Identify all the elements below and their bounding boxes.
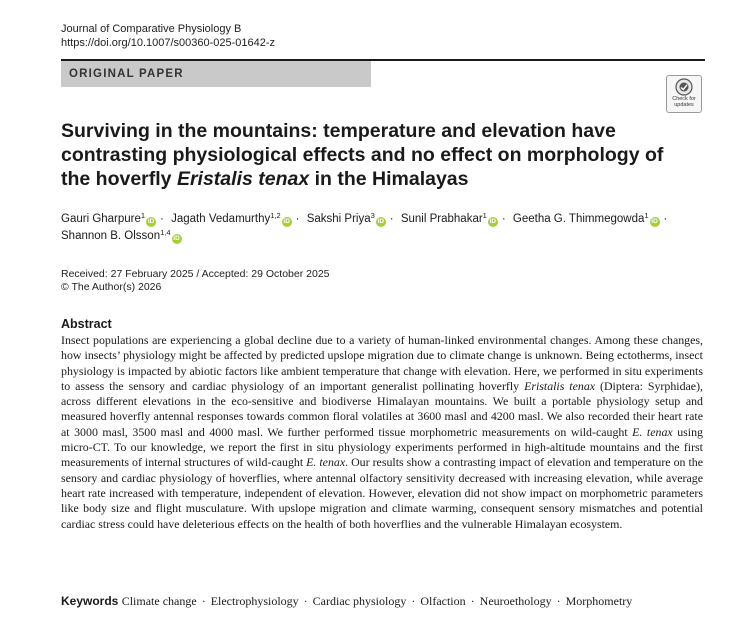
abstract-species-1: Eristalis tenax [524,378,596,393]
author-separator: · [389,213,394,225]
author [513,213,660,225]
author-affiliation: 1 [482,211,487,220]
abstract-text [61,333,703,532]
article-type-banner: ORIGINAL PAPER [61,61,371,87]
orcid-icon[interactable]: iD [489,218,497,225]
keyword-separator: · [303,594,308,608]
orcid-icon[interactable]: iD [147,218,155,225]
orcid-icon[interactable]: iD [283,218,290,225]
keyword-item[interactable]: Cardiac physiology [312,594,407,608]
author [61,213,156,225]
abstract-species-3: E. tenax [306,455,346,470]
title-species: Eristalis tenax [176,168,310,190]
journal-name: Journal of Comparative Physiology B [61,23,242,35]
author-affiliation: 1,4 [160,228,171,237]
author-affiliation: 1 [140,211,146,220]
author [171,213,292,225]
abstract-seg4: . Our results show a contrasting impact of elevation and temperature on the sensory and cardiac physiology of hoverflies, where antennal olfactory sensitivity decreased with increasing elevation, while average heart rate increased with temperature, independent of elevation. However, elevation did not show impact on morphometric parameters like body size and flight musculature. With upslope migration and climate warming, consequent sensory mismatches and potential cardiac stress could have deleterious effects on the health of both hoverflies and the vulnerable Himalayan ecosystem. [61,455,703,531]
author-name[interactable]: Gauri Gharpure [61,213,141,225]
check-for-updates-badge[interactable] [666,75,702,113]
keyword-separator: · [201,594,206,608]
keyword-item[interactable]: Morphometry [565,594,633,608]
author-name[interactable]: Sunil Prabhakar [400,213,483,225]
keywords-list [122,594,633,608]
keyword-separator: · [556,594,561,608]
author-separator: · [663,213,668,225]
keyword-item[interactable]: Olfaction [420,594,466,608]
title-part1: Surviving in the mountains: temperature and elevation have contrasting physiological effects and no effect on morphology of the hoverfly [61,120,664,190]
publication-dates [61,268,330,294]
doi-link[interactable]: https://doi.org/10.1007/s00360-025-01642-z [61,37,276,49]
abstract-seg2: (Diptera: Syrphidae), across different elevations in the eco-sensitive and biodiverse Himalayan mountains. We built a portable physiology setup and measured hoverfly antennal responses towards common floral volatiles at 3600 masl and 4200 masl. We also recorded their heart rate at 3000 masl, 3500 masl and 4000 masl. We further performed tissue morphometric measurements on wild-caught [61,378,703,439]
orcid-icon[interactable]: iD [651,218,658,225]
keywords-section [61,594,721,609]
orcid-icon[interactable]: iD [377,218,385,225]
keyword-separator: · [470,594,475,608]
author-affiliation: 3 [370,211,375,220]
author-separator: · [295,213,300,225]
author-separator: · [501,213,506,225]
author-list [61,211,701,245]
author-name[interactable]: Geetha G. Thimmegowda [512,213,645,225]
author [61,230,182,242]
check-updates-line1: Check for [672,96,696,102]
keyword-item[interactable]: Electrophysiology [210,594,299,608]
author [307,213,386,225]
abstract-species-2: E. tenax [632,424,673,439]
abstract-heading: Abstract [61,317,112,331]
orcid-icon[interactable]: iD [173,235,180,242]
author-separator: · [160,213,164,225]
article-title [61,119,681,191]
journal-header [61,22,275,50]
author-name[interactable]: Sakshi Priya [306,213,371,225]
author-affiliation: 1 [644,211,649,220]
check-updates-icon [675,78,693,96]
keyword-item[interactable]: Neuroethology [479,594,552,608]
title-part2: in the Himalayas [309,168,469,190]
author [401,213,498,225]
keyword-separator: · [411,594,416,608]
keywords-label: Keywords [61,594,119,608]
received-accepted-dates: Received: 27 February 2025 / Accepted: 29 October 2025 [61,268,330,280]
copyright-notice: © The Author(s) 2026 [61,281,162,293]
abstract-seg3: using micro-CT. To our knowledge, we report the first in situ physiology experiments performed in high-altitude mountains and the first measurements of internal structures of wild-caught [61,424,703,470]
check-updates-line2: updates [674,102,694,108]
author-name[interactable]: Shannon B. Olsson [61,230,161,242]
author-affiliation: 1,2 [270,211,281,220]
keyword-item[interactable]: Climate change [121,594,197,608]
author-name[interactable]: Jagath Vedamurthy [171,213,271,225]
abstract-seg1: Insect populations are experiencing a global decline due to a variety of human-linked environmental changes. Among these changes, how insects’ physiology might be affected by predicted upslope migration due to climate change is unknown. Being ectotherms, insect physiology is impacted by abiotic factors like ambient temperature that change with elevation. Here, we performed in situ experiments to assess the sensory and cardiac physiology of an important generalist pollinating hoverfly [61,333,703,393]
